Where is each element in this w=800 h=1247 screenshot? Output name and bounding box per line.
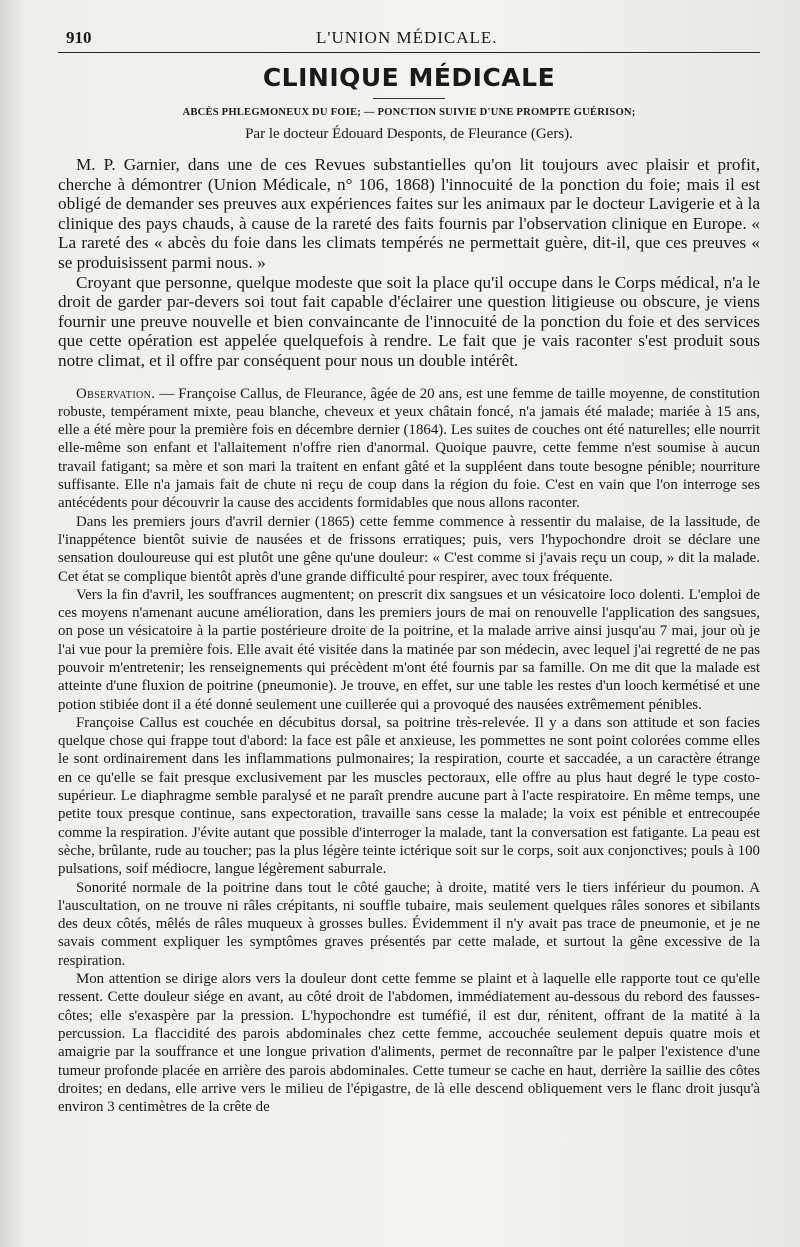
intro-paragraph: M. P. Garnier, dans une de ces Revues substantielles qu'on lit toujours avec plaisir et profit, cherche à démontrer (Union Médicale, n° 106, 1868) l'innocuité de la ponction du foie; mais il est obligé de demander ses preuves aux expériences faites sur les animaux par le docteur Lavigerie et à la clinique des pays chauds, à cause de la rareté des faits fournis par l'observation clinique en Europe. « La rareté des « abcès du foie dans les climats tempérés ne permettait guère, dit-il, que ces preuves « se produisissent parmi nous. » [58,155,760,272]
page-number: 910 [66,28,92,47]
observation-text: — Françoise Callus, de Fleurance, âgée de 20 ans, est une femme de taille moyenne, de constitution robuste, tempérament mixte, peau blanche, cheveux et yeux châtain foncé, n'a jamais été malade; mariée à 15 ans, elle a été mère pour la première fois en décembre dernier (1864). Les suites de couches ont été naturelles; elle nourrit elle-même son enfant et l'allaitement n'offre rien d'anormal. Quoique pauvre, cette femme n'est soumise à aucun travail fatigant; sa mère et son mari la traitent en enfant gâté et la suppléent dans toute besogne pénible; nourriture suffisante. Elle n'a jamais fait de chute ni reçu de coup dans la région du foie. C'est en vain que l'on interroge ses antécédents pour découvrir la cause des accidents formidables que nous allons raconter. [58,385,760,512]
article-title: ABCÈS PHLEGMONEUX DU FOIE; — PONCTION SUIVIE D'UNE PROMPTE GUÉRISON; [182,107,636,118]
intro-paragraph: Croyant que personne, quelque modeste que soit la place qu'il occupe dans le Corps médical, n'a le droit de garder par-devers soi tout fait capable d'éclairer une question litigieuse ou obscure, je viens fournir une preuve nouvelle et bien convaincante de l'innocuité de la ponction du foie et des services que cette opération est appelée quelquefois à rendre. Le fait que je vais raconter s'est produit sous notre climat, et il offre par conséquent pour nous un double intérêt. [58,272,760,370]
intro-section [58,155,760,371]
observation-paragraph [58,385,760,513]
observation-paragraph: Dans les premiers jours d'avril dernier (1865) cette femme commence à ressentir du malaise, de la lassitude, de l'inappétence bientôt suivie de nausées et de frissons erratiques; puis, vers l'hypochondre droit se déclare une sensation douloureuse qui est plutôt une gêne qu'une douleur: « C'est comme si j'avais reçu un coup, » dit la malade. Cet état se complique bientôt après d'une grande difficulté pour respirer, avec toux fréquente. [58,513,760,585]
observation-paragraph: Françoise Callus est couchée en décubitus dorsal, sa poitrine très-relevée. Il y a dans son attitude et son facies quelque chose qui frappe tout d'abord: la face est pâle et anxieuse, les pommettes ne sont point colorées comme elles le sont ordinairement dans les inflammations pulmonaires; la respiration, courte et saccadée, a un caractère étrange en ce qu'elle se fait presque exclusivement par les muscles pectoraux, elle offre au plus haut degré le type costo-supérieur. Le diaphragme semble paralysé et ne paraît prendre aucune part à l'acte respiratoire. En même temps, une petite toux presque continue, sans expectoration, travaille sans cesse la malade; la voix est pénible et entrecoupée comme la respiration. J'évite autant que possible d'interroger la malade, tant la conversation est fatigante. La peau est sèche, brûlante, rude au toucher; pas la plus légère teinte ictérique soit sur le corps, soit aux conjonctives; pouls à 100 pulsations, soif médiocre, langue légèrement saburrale. [58,714,760,878]
observation-paragraph: Vers la fin d'avril, les souffrances augmentent; on prescrit dix sangsues et un vésicatoire loco dolenti. L'emploi de ces moyens n'amenant aucune amélioration, dans les premiers jours de mai on renouvelle l'application des sangsues, on pose un vésicatoire à la partie postérieure droite de la poitrine, et la malade arrive ainsi jusqu'au 7 mai, jour où je l'ai vue pour la première fois. Elle avait été visitée dans la matinée par son médecin, avec lequel j'ai regretté de ne pas pouvoir m'entretenir; les renseignements qui précèdent m'ont été fournis par sa famille. On me dit que la malade est atteinte d'une fluxion de poitrine (pneumonie). Je trouve, en effet, sur une table les restes d'un looch kermétisé et une potion stibiée dont il a été donné seulement une cuillerée qui a provoqué des nausées extrêmement pénibles. [58,586,760,713]
observation-section [58,385,760,1117]
title-rule [373,98,445,99]
observation-label: Observation. [76,385,156,402]
byline: Par le docteur Édouard Desponts, de Fleurance (Gers). [245,126,573,142]
journal-title: L'UNION MÉDICALE. [316,28,498,47]
running-head [58,22,760,53]
section-title: CLINIQUE MÉDICALE [262,63,556,92]
observation-paragraph: Mon attention se dirige alors vers la douleur dont cette femme se plaint et à laquelle elle rapporte tout ce qu'elle ressent. Cette douleur siége en avant, au côté droit de l'abdomen, immédiatement au-dessous du rebord des fausses-côtes; elle s'exaspère par la pression. L'hypochondre est tuméfié, il est dur, rénitent, offrant de la matité à la percussion. La flaccidité des parois abdominales chez cette femme, accouchée seulement depuis quatre mois et amaigrie par la souffrance et une longue privation d'aliments, permet de reconnaître par le palper l'existence d'une tumeur profonde placée en arrière des parois abdominales. Cette tumeur se cache en haut, derrière la saillie des côtes droites; en dedans, elle arrive vers le milieu de l'épigastre, de là elle descend obliquement vers le flanc droit jusqu'à environ 3 centimètres de la crête de [58,971,760,1116]
observation-paragraph: Sonorité normale de la poitrine dans tout le côté gauche; à droite, matité vers le tiers inférieur du poumon. A l'auscultation, on ne trouve ni râles crépitants, ni souffle tubaire, mais seulement quelques râles sonores et sibilants des deux côtés, mêlés de râles muqueux à grosses bulles. Évidemment il n'y avait pas trace de pneumonie, et je ne savais comment expliquer les symptômes graves présentés par cette malade, et surtout la gêne excessive de la respiration. [58,879,760,969]
